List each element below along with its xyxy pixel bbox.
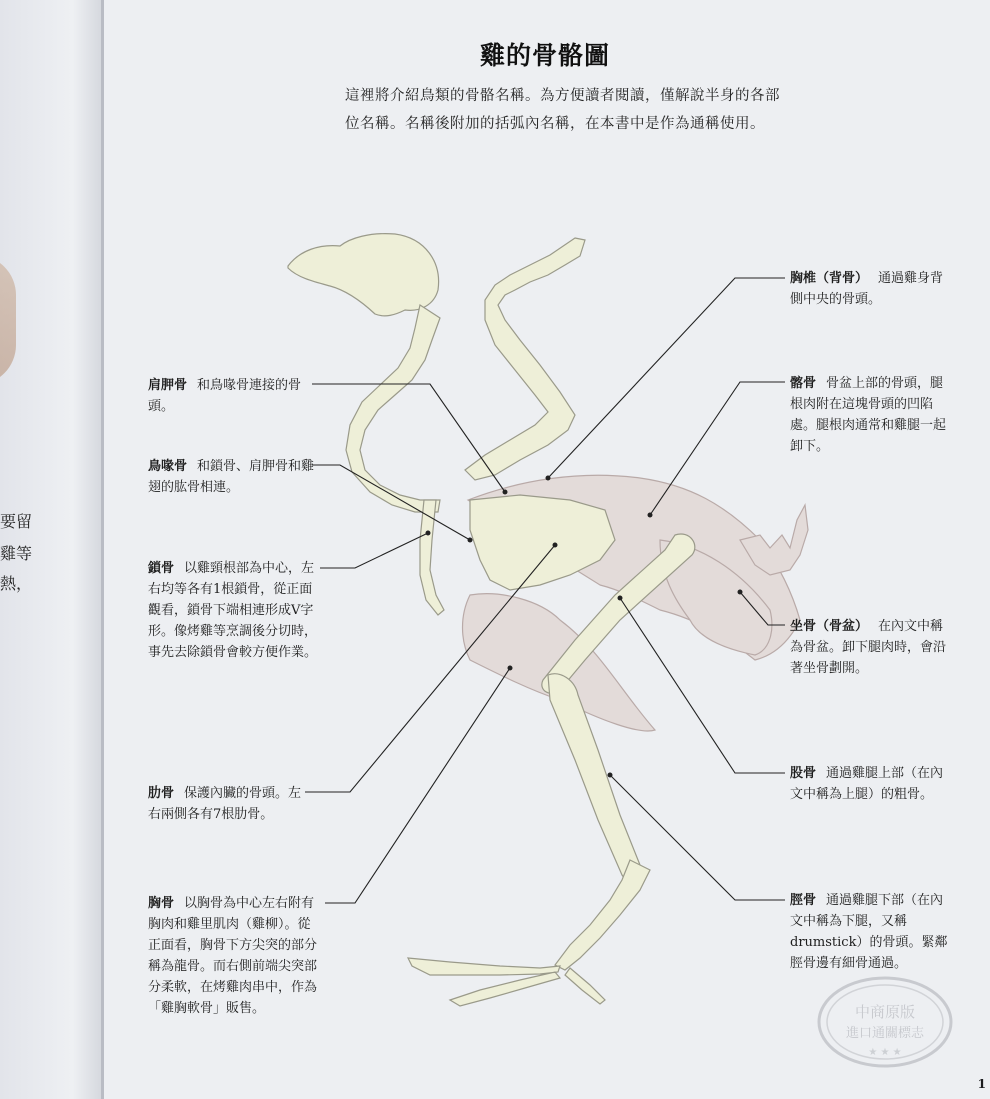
desc-ischium: 在內文中稱為骨盆。卸下腿肉時，會沿著坐骨劃開。 (790, 619, 947, 676)
label-ilium (790, 373, 955, 457)
prev-page-text-2: 雞等 (0, 544, 33, 563)
skull-shape (288, 234, 439, 316)
term-femur: 股骨 (790, 766, 817, 781)
label-sternum (148, 893, 320, 1019)
label-coracoid (148, 456, 318, 498)
seal-stars: ★ ★ ★ (868, 1047, 902, 1058)
clavicle-shape (420, 500, 444, 615)
term-clavicle: 鎖骨 (148, 561, 175, 576)
desc-coracoid: 和鎖骨、肩胛骨和雞翅的肱骨相連。 (148, 459, 315, 495)
term-thoracic-vertebrae: 胸椎（背骨） (790, 271, 869, 286)
seal-line-1: 中商原版 (854, 1003, 916, 1021)
desc-femur: 通過雞腿上部（在內文中稱為上腿）的粗骨。 (790, 766, 944, 802)
label-thoracic-vertebrae (790, 268, 955, 310)
desc-sternum: 以胸骨為中心左右附有胸肉和雞里肌肉（雞柳）。從正面看，胸骨下方尖突的部分稱為龍骨。而右側前端尖突部分柔軟，在烤雞肉串中，作為「雞胸軟骨」販售。 (148, 896, 318, 1016)
seal-line-2: 進口通關標志 (845, 1026, 925, 1041)
term-scapula: 肩胛骨 (148, 378, 188, 393)
wing-bones (465, 238, 585, 480)
prev-page-text-1: 要留 (0, 512, 33, 531)
desc-ilium: 骨盆上部的骨頭，腿根肉附在這塊骨頭的凹陷處。腿根肉通常和雞腿一起卸下。 (790, 376, 947, 454)
term-ribs: 肋骨 (148, 786, 175, 801)
desc-tibia: 通過雞腿下部（在內文中稱為下腿，又稱drumstick）的骨頭。緊鄰脛骨邊有細骨通過。 (790, 893, 948, 971)
label-tibia (790, 890, 955, 974)
label-femur (790, 763, 955, 805)
page-title: 雞的骨骼圖 (480, 41, 611, 70)
label-clavicle (148, 558, 320, 663)
desc-ribs: 保護內臟的骨頭。左右兩側各有7根肋骨。 (148, 786, 302, 822)
toes-shape (408, 958, 605, 1006)
prev-page-text-3: 熱， (0, 574, 33, 593)
leader-clavicle (320, 533, 428, 568)
desc-thoracic-vertebrae: 通過雞身背側中央的骨頭。 (790, 271, 944, 307)
tarsus-shape (555, 860, 650, 970)
intro-paragraph: 這裡將介紹鳥類的骨骼名稱。為方便讀者閱讀，僅解說半身的各部位名稱。名稱後附加的括弧內名稱，在本書中是作為通稱使用。 (345, 88, 780, 132)
label-ischium (790, 616, 955, 679)
term-sternum: 胸骨 (148, 896, 175, 911)
term-coracoid: 鳥喙骨 (148, 459, 188, 474)
neck-vertebrae (346, 305, 440, 512)
term-ilium: 髂骨 (790, 376, 817, 391)
leader-sternum (325, 668, 510, 903)
leader-thoracic (548, 278, 785, 478)
term-tibia: 脛骨 (790, 893, 817, 908)
import-seal-watermark (815, 975, 955, 1070)
label-ribs (148, 783, 310, 825)
desc-clavicle: 以雞頸根部為中心，左右均等各有1根鎖骨，從正面觀看，鎖骨下端相連形成V字形。像烤雞等烹調後分切時，事先去除鎖骨會較方便作業。 (148, 561, 318, 660)
label-scapula (148, 375, 318, 417)
page-number: 1 (977, 1077, 986, 1091)
desc-scapula: 和鳥喙骨連接的骨頭。 (148, 378, 302, 414)
term-ischium: 坐骨（骨盆） (790, 619, 869, 634)
